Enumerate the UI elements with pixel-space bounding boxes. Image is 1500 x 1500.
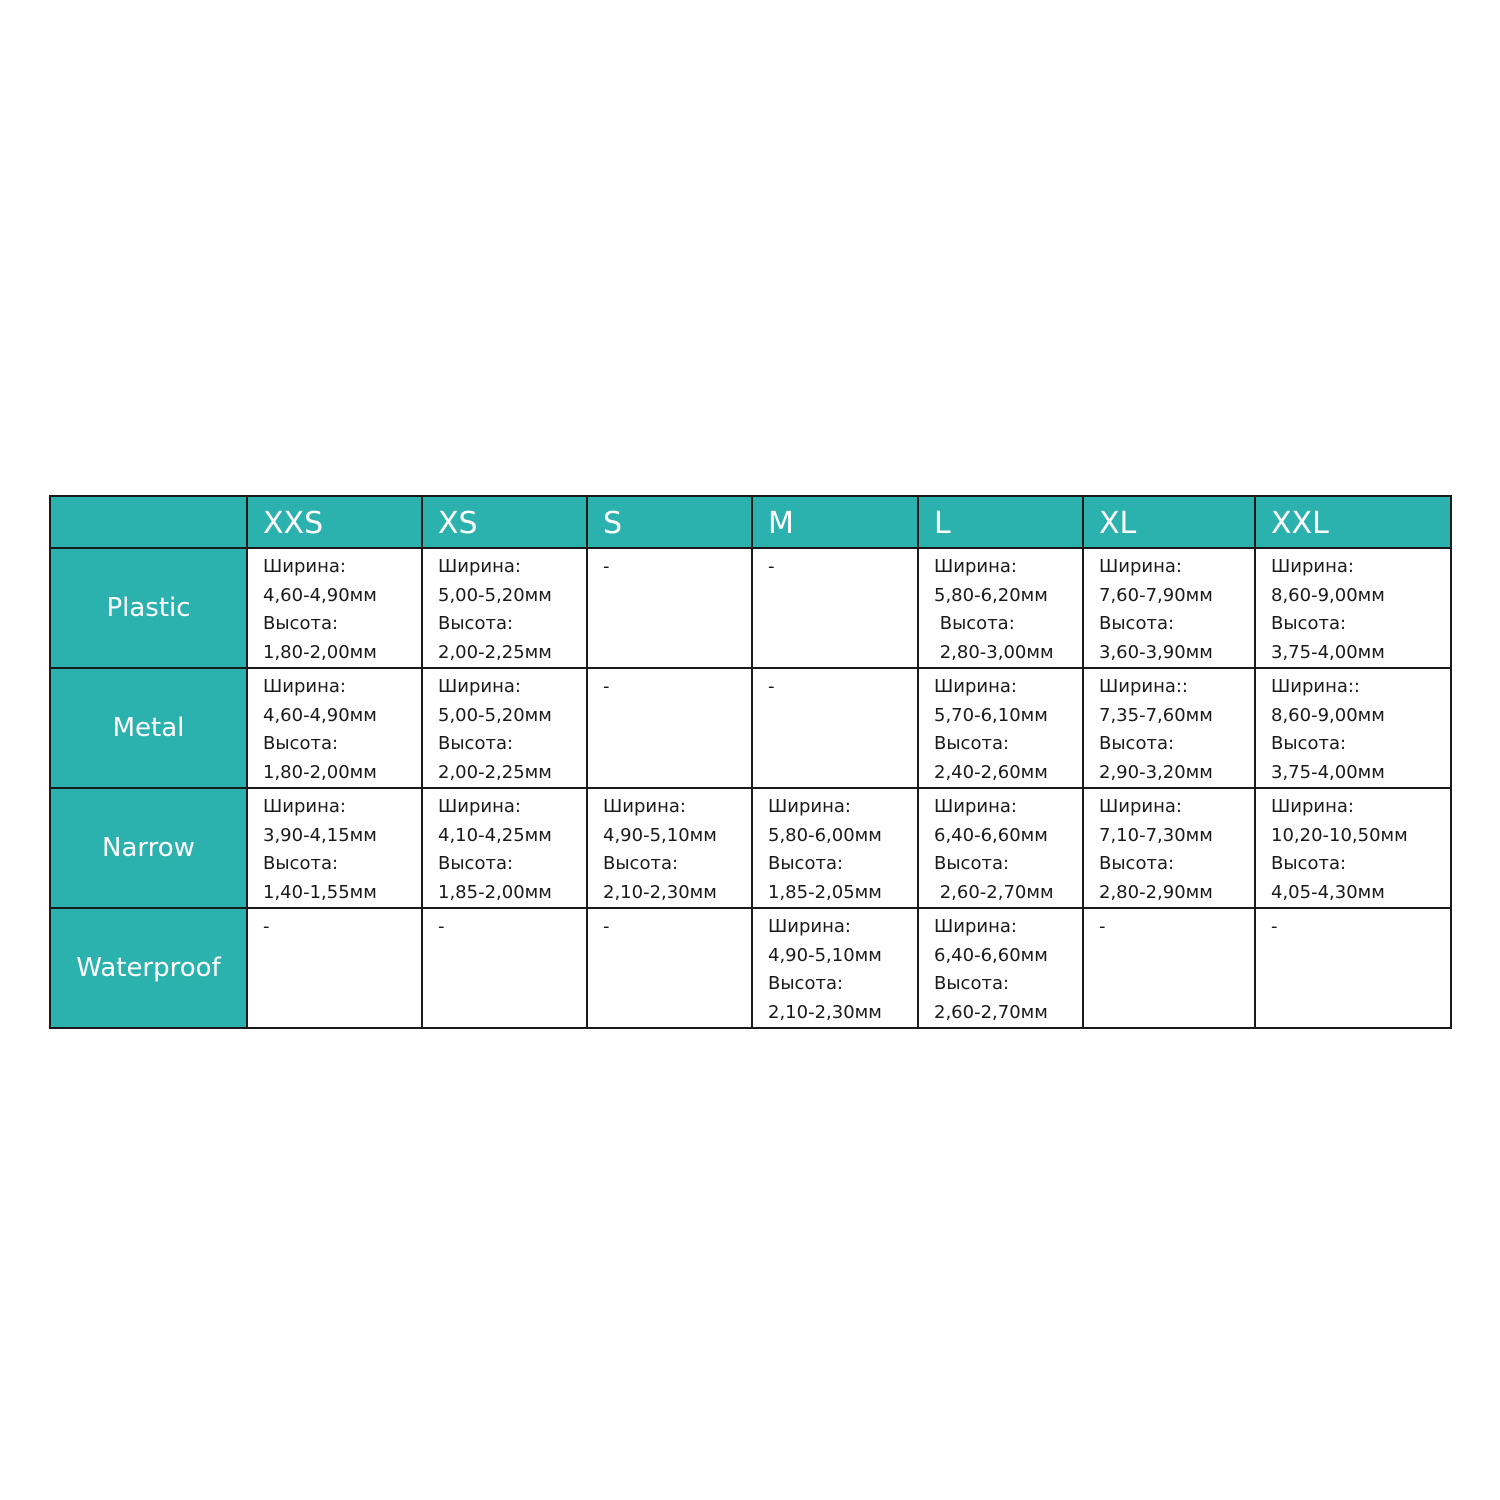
- table-cell: [752, 908, 918, 1028]
- cell-line: Высота:: [263, 853, 339, 874]
- table-row-narrow: [50, 788, 1451, 908]
- cell-line: Высота:: [934, 973, 1010, 994]
- table-cell: [918, 788, 1083, 908]
- cell-line: Высота:: [1099, 853, 1175, 874]
- cell-line: 4,60-4,90мм: [263, 584, 377, 606]
- cell-line: Высота:: [934, 733, 1010, 754]
- cell-line: 1,85-2,05мм: [768, 881, 882, 903]
- table-cell: [247, 668, 422, 788]
- cell-line: -: [438, 916, 445, 937]
- cell-line: Высота:: [934, 613, 1015, 634]
- size-chart-table: [49, 495, 1452, 1029]
- cell-line: Ширина:: [934, 556, 1017, 577]
- table-cell: [918, 548, 1083, 668]
- size-header-l: L: [918, 496, 1083, 548]
- cell-line: 7,35-7,60мм: [1099, 704, 1213, 726]
- table-body: [50, 548, 1451, 1028]
- cell-line: 4,10-4,25мм: [438, 824, 552, 846]
- table-cell: [752, 668, 918, 788]
- cell-line: 2,90-3,20мм: [1099, 761, 1213, 783]
- cell-line: Высота:: [1099, 613, 1175, 634]
- cell-line: Высота:: [934, 853, 1010, 874]
- row-label-narrow: Narrow: [50, 788, 247, 908]
- cell-line: 8,60-9,00мм: [1271, 704, 1385, 726]
- cell-line: 3,90-4,15мм: [263, 824, 377, 846]
- cell-line: 5,80-6,20мм: [934, 584, 1048, 606]
- table-cell: [752, 788, 918, 908]
- cell-line: Высота:: [438, 733, 514, 754]
- size-header-xl: XL: [1083, 496, 1255, 548]
- cell-line: Ширина:: [768, 796, 851, 817]
- size-header-xs: XS: [422, 496, 587, 548]
- table-cell: [1083, 668, 1255, 788]
- cell-line: 1,85-2,00мм: [438, 881, 552, 903]
- table-cell: [422, 548, 587, 668]
- cell-line: 2,00-2,25мм: [438, 641, 552, 663]
- cell-line: 1,80-2,00мм: [263, 761, 377, 783]
- cell-line: 2,60-2,70мм: [934, 1001, 1048, 1023]
- size-header-s: S: [587, 496, 752, 548]
- cell-line: Высота:: [438, 853, 514, 874]
- cell-line: 8,60-9,00мм: [1271, 584, 1385, 606]
- cell-line: Высота:: [1271, 733, 1347, 754]
- cell-line: Ширина:: [263, 676, 346, 697]
- table-cell: [587, 668, 752, 788]
- cell-line: -: [263, 916, 270, 937]
- cell-line: Высота:: [438, 613, 514, 634]
- table-cell: [918, 908, 1083, 1028]
- row-label-plastic: Plastic: [50, 548, 247, 668]
- cell-line: 3,75-4,00мм: [1271, 641, 1385, 663]
- cell-line: Ширина:: [768, 916, 851, 937]
- cell-line: 2,00-2,25мм: [438, 761, 552, 783]
- cell-line: -: [768, 676, 775, 697]
- table-cell: [587, 908, 752, 1028]
- table-cell: [918, 668, 1083, 788]
- table-cell: [1083, 548, 1255, 668]
- cell-line: 4,90-5,10мм: [768, 944, 882, 966]
- cell-line: Ширина:: [438, 676, 521, 697]
- table-cell: [1083, 908, 1255, 1028]
- cell-line: Высота:: [768, 853, 844, 874]
- cell-line: 7,60-7,90мм: [1099, 584, 1213, 606]
- table-cell: [587, 548, 752, 668]
- size-header-m: M: [752, 496, 918, 548]
- table-cell: [247, 788, 422, 908]
- cell-line: 4,05-4,30мм: [1271, 881, 1385, 903]
- cell-line: -: [603, 676, 610, 697]
- table-row-plastic: [50, 548, 1451, 668]
- cell-line: Высота:: [1271, 853, 1347, 874]
- table-cell: [1255, 908, 1451, 1028]
- table-row-metal: [50, 668, 1451, 788]
- cell-line: Ширина::: [1271, 676, 1360, 697]
- table-cell: [247, 548, 422, 668]
- cell-line: Ширина:: [1271, 796, 1354, 817]
- cell-line: -: [603, 556, 610, 577]
- cell-line: 4,90-5,10мм: [603, 824, 717, 846]
- cell-line: 4,60-4,90мм: [263, 704, 377, 726]
- cell-line: Высота:: [603, 853, 679, 874]
- row-label-metal: Metal: [50, 668, 247, 788]
- cell-line: Ширина:: [934, 676, 1017, 697]
- table-cell: [1255, 548, 1451, 668]
- size-header-xxs: XXS: [247, 496, 422, 548]
- cell-line: Высота:: [1271, 613, 1347, 634]
- table-cell: [422, 908, 587, 1028]
- cell-line: -: [768, 556, 775, 577]
- table-cell: [422, 668, 587, 788]
- cell-line: Ширина:: [603, 796, 686, 817]
- table-cell: [1255, 668, 1451, 788]
- table-row-waterproof: [50, 908, 1451, 1028]
- cell-line: 10,20-10,50мм: [1271, 824, 1408, 846]
- cell-line: 1,40-1,55мм: [263, 881, 377, 903]
- cell-line: Высота:: [1099, 733, 1175, 754]
- corner-cell: [50, 496, 247, 548]
- cell-line: Ширина::: [1099, 676, 1188, 697]
- cell-line: Ширина:: [263, 556, 346, 577]
- cell-line: Ширина:: [934, 796, 1017, 817]
- table-cell: [1083, 788, 1255, 908]
- cell-line: Ширина:: [438, 796, 521, 817]
- cell-line: Высота:: [263, 733, 339, 754]
- size-header-row: [50, 496, 1451, 548]
- cell-line: 2,10-2,30мм: [768, 1001, 882, 1023]
- table-cell: [587, 788, 752, 908]
- cell-line: Высота:: [263, 613, 339, 634]
- cell-line: 5,00-5,20мм: [438, 704, 552, 726]
- cell-line: 2,80-2,90мм: [1099, 881, 1213, 903]
- cell-line: 2,40-2,60мм: [934, 761, 1048, 783]
- cell-line: 5,80-6,00мм: [768, 824, 882, 846]
- cell-line: Ширина:: [1271, 556, 1354, 577]
- cell-line: 5,00-5,20мм: [438, 584, 552, 606]
- cell-line: -: [1099, 916, 1106, 937]
- cell-line: 2,10-2,30мм: [603, 881, 717, 903]
- cell-line: 6,40-6,60мм: [934, 824, 1048, 846]
- cell-line: Высота:: [768, 973, 844, 994]
- cell-line: 1,80-2,00мм: [263, 641, 377, 663]
- cell-line: 6,40-6,60мм: [934, 944, 1048, 966]
- cell-line: -: [1271, 916, 1278, 937]
- cell-line: 7,10-7,30мм: [1099, 824, 1213, 846]
- cell-line: 2,60-2,70мм: [934, 881, 1054, 903]
- cell-line: Ширина:: [934, 916, 1017, 937]
- cell-line: Ширина:: [1099, 796, 1182, 817]
- table-cell: [422, 788, 587, 908]
- cell-line: Ширина:: [1099, 556, 1182, 577]
- cell-line: -: [603, 916, 610, 937]
- size-header-xxl: XXL: [1255, 496, 1451, 548]
- cell-line: 5,70-6,10мм: [934, 704, 1048, 726]
- cell-line: Ширина:: [263, 796, 346, 817]
- cell-line: 3,75-4,00мм: [1271, 761, 1385, 783]
- table-cell: [247, 908, 422, 1028]
- cell-line: Ширина:: [438, 556, 521, 577]
- table-cell: [1255, 788, 1451, 908]
- table-cell: [752, 548, 918, 668]
- row-label-waterproof: Waterproof: [50, 908, 247, 1028]
- cell-line: 2,80-3,00мм: [934, 641, 1054, 663]
- cell-line: 3,60-3,90мм: [1099, 641, 1213, 663]
